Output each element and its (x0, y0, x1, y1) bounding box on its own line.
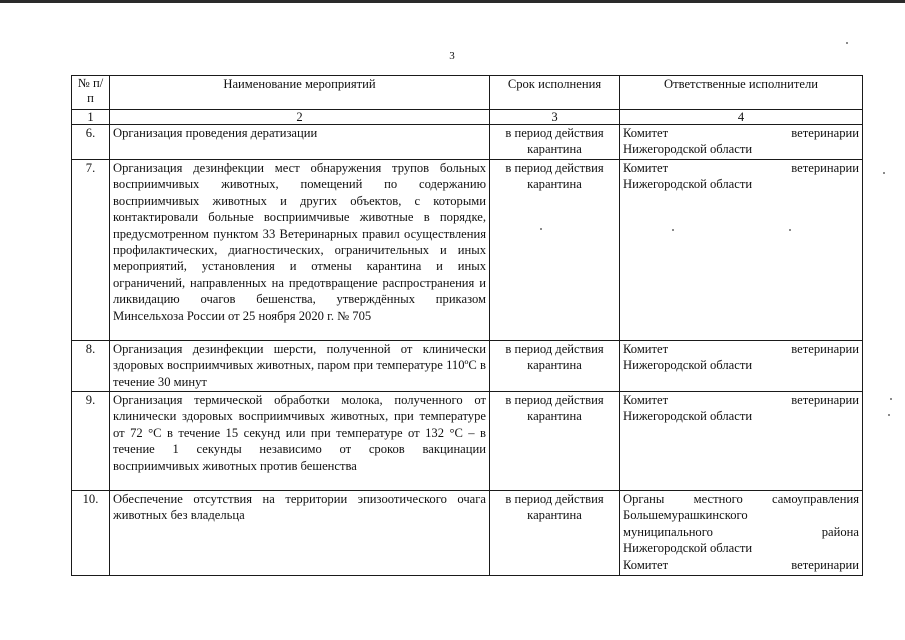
responsible-line: Большемурашкинского (623, 508, 748, 523)
execution-term: в период действия карантина (490, 125, 620, 160)
responsible-line: Комитет ветеринарии (623, 161, 859, 175)
responsible-line: муниципального района (623, 524, 859, 539)
table-row (72, 160, 863, 341)
responsible-executors (620, 160, 863, 341)
row-number: 9. (72, 392, 110, 491)
responsible-line: Комитет ветеринарии (623, 342, 859, 356)
responsible-executors (620, 491, 863, 576)
responsible-executors (620, 125, 863, 160)
responsible-line: Нижегородской области (623, 142, 753, 157)
column-number: 3 (490, 110, 620, 125)
header-responsible: Ответственные исполнители (620, 76, 863, 110)
measure-name: Организация проведения дератизации (110, 125, 490, 160)
row-number: 10. (72, 491, 110, 576)
scan-speck (846, 42, 848, 44)
execution-term: в период действия карантина (490, 491, 620, 576)
row-number: 7. (72, 160, 110, 341)
scan-speck (890, 398, 892, 400)
scan-speck (883, 172, 885, 174)
measures-table (71, 75, 863, 576)
table-header-row (72, 76, 863, 110)
measure-name: Организация термической обработки молока, полученного от клинически здоровых восприимчивых животных, при температуре от 72 °С в течение 15 секунд или при температуре от 132 °С – в течение 1 секунды независимо от сроков вакцинации восприимчивых животных против бешенства (110, 392, 490, 491)
responsible-executors (620, 341, 863, 392)
measure-name: Обеспечение отсутствия на территории эпизоотического очага животных без владельца (110, 491, 490, 576)
responsible-line: Комитет ветеринарии (623, 393, 859, 407)
scan-speck (888, 414, 890, 416)
measure-name: Организация дезинфекции шерсти, полученной от клинически здоровых восприимчивых животных, паром при температуре 110ºС в течение 30 минут (110, 341, 490, 392)
measure-name: Организация дезинфекции мест обнаружения трупов больных восприимчивых животных, помещений по содержанию восприимчивых животных и других объектов, с которыми контактировали больные восприимчивые животные в порядке, предусмотренном пунктом 33 Ветеринарных правил осуществления профилактических, диагностических, ограничительных и иных мероприятий, установления и отмены карантина и иных ограничений, направленных на предотвращение распространения и ликвидацию очагов бешенства, утверждённых приказом Минсельхоза России от 25 ноября 2020 г. № 705 (110, 160, 490, 341)
top-rule (0, 0, 905, 3)
responsible-line: Нижегородской области (623, 358, 753, 373)
row-number: 6. (72, 125, 110, 160)
responsible-line: Комитет ветеринарии (623, 557, 859, 572)
header-num: № п/п (72, 76, 110, 110)
column-number: 2 (110, 110, 490, 125)
table-row (72, 392, 863, 491)
column-number-row (72, 110, 863, 125)
scan-speck (789, 229, 791, 231)
responsible-executors (620, 392, 863, 491)
scan-speck (672, 229, 674, 231)
execution-term: в период действия карантина (490, 160, 620, 341)
row-number: 8. (72, 341, 110, 392)
table-row (72, 125, 863, 160)
execution-term: в период действия карантина (490, 341, 620, 392)
column-number: 1 (72, 110, 110, 125)
scan-speck (540, 228, 542, 230)
responsible-line: Комитет ветеринарии (623, 126, 859, 140)
responsible-line: Органы местного самоуправления (623, 492, 859, 506)
responsible-line: Нижегородской области (623, 177, 753, 192)
column-number: 4 (620, 110, 863, 125)
page-number: 3 (449, 50, 455, 62)
header-term: Срок исполнения (490, 76, 620, 110)
header-name: Наименование мероприятий (110, 76, 490, 110)
table-row (72, 341, 863, 392)
responsible-line: Нижегородской области (623, 409, 753, 424)
responsible-line: Нижегородской области (623, 541, 753, 556)
table-row (72, 491, 863, 576)
execution-term: в период действия карантина (490, 392, 620, 491)
